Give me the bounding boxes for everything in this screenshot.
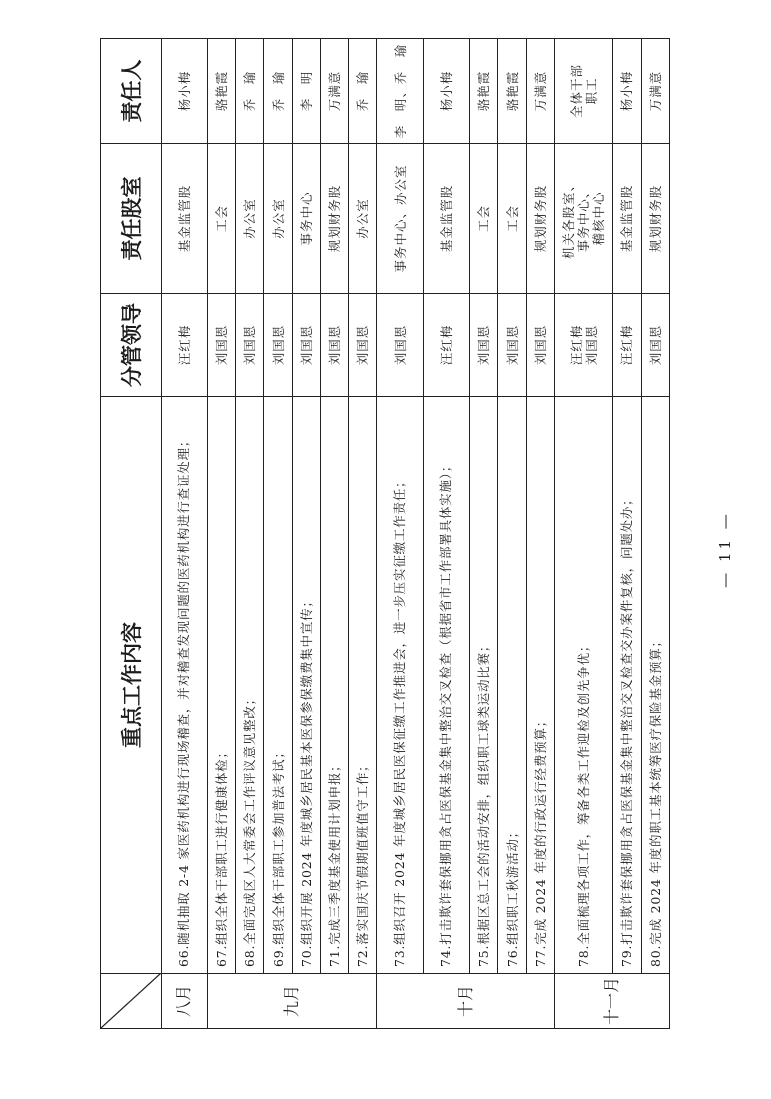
task-74: 74.打击欺诈套保挪用贪占医保基金集中整治交叉检查（根据省市工作部署具体实施）； [423,397,469,974]
person-80: 万满意 [641,39,669,144]
leader-78: 汪红梅 刘国恩 [554,294,613,397]
page-number: — 11 — [716,511,734,588]
leader-74: 汪红梅 [423,294,469,397]
leader-75: 刘国恩 [470,294,498,397]
leader-66: 汪红梅 [161,294,207,397]
month-november: 十一月 [554,974,669,1029]
table-row [554,39,613,1029]
task-70: 70.组织开展 2024 年度城乡居民基本医保参保缴费集中宣传； [292,397,320,974]
table-row [423,39,469,1029]
task-66: 66.随机抽取 2-4 家医药机构进行现场稽查，并对稽查发现问题的医药机构进行查证处理； [161,397,207,974]
diagonal-line [101,973,161,1028]
table-row [470,39,498,1029]
table-row [641,39,669,1029]
dept-70: 事务中心 [292,144,320,294]
leader-76: 刘国恩 [498,294,526,397]
dept-71: 规划财务股 [320,144,348,294]
person-66: 杨小梅 [161,39,207,144]
person-78: 全体干部 职工 [554,39,613,144]
table-row [613,39,641,1029]
diagonal-corner-cell [101,974,162,1029]
header-row [101,39,162,1029]
task-80: 80.完成 2024 年度的职工基本统筹医疗保险基金预算； [641,397,669,974]
task-72: 72.落实国庆节假期值班值守工作； [349,397,377,974]
leader-77: 刘国恩 [526,294,554,397]
leader-69: 刘国恩 [264,294,292,397]
person-74: 杨小梅 [423,39,469,144]
header-department: 责任股室 [101,144,162,294]
task-78: 78.全面梳理各项工作，筹备各类工作迎检及创先争优； [554,397,613,974]
leader-71: 刘国恩 [320,294,348,397]
leader-70: 刘国恩 [292,294,320,397]
work-plan-table [100,38,670,1029]
leader-68: 刘国恩 [236,294,264,397]
person-71: 万满意 [320,39,348,144]
dept-74: 基金监管股 [423,144,469,294]
person-75: 骆艳霞 [470,39,498,144]
table-row [264,39,292,1029]
header-leader: 分管领导 [101,294,162,397]
person-79: 杨小梅 [613,39,641,144]
month-october: 十月 [377,974,555,1029]
person-67: 骆艳霞 [207,39,235,144]
table-row [207,39,235,1029]
table-row [526,39,554,1029]
person-68: 乔 瑜 [236,39,264,144]
dept-69: 办公室 [264,144,292,294]
task-73: 73.组织召开 2024 年度城乡居民医保征缴工作推进会，进一步压实征缴工作责任； [377,397,423,974]
task-71: 71.完成三季度基金使用计划申报； [320,397,348,974]
task-76: 76.组织职工秋游活动； [498,397,526,974]
dept-77: 规划财务股 [526,144,554,294]
table-row [349,39,377,1029]
leader-79: 汪红梅 [613,294,641,397]
table-row [377,39,423,1029]
table-row [292,39,320,1029]
person-69: 乔 瑜 [264,39,292,144]
month-august: 八月 [161,974,207,1029]
leader-73: 刘国恩 [377,294,423,397]
header-content: 重点工作内容 [101,397,162,974]
month-september: 九月 [207,974,376,1029]
person-77: 万满意 [526,39,554,144]
person-76: 骆艳霞 [498,39,526,144]
task-75: 75.根据区总工会的活动安排，组织职工球类运动比赛； [470,397,498,974]
leader-67: 刘国恩 [207,294,235,397]
leader-80: 刘国恩 [641,294,669,397]
header-person: 责任人 [101,39,162,144]
dept-79: 基金监管股 [613,144,641,294]
person-72: 乔 瑜 [349,39,377,144]
person-73: 李 明、乔 瑜 [377,39,423,144]
dept-78: 机关各股室、 事务中心、 稽核中心 [554,144,613,294]
leader-72: 刘国恩 [349,294,377,397]
dept-80: 规划财务股 [641,144,669,294]
dept-66: 基金监管股 [161,144,207,294]
task-67: 67.组织全体干部职工进行健康体检； [207,397,235,974]
table-row [236,39,264,1029]
dept-72: 办公室 [349,144,377,294]
task-79: 79.打击欺诈套保挪用贪占医保基金集中整治交叉检查交办案件复核，问题处办； [613,397,641,974]
task-69: 69.组织全体干部职工参加普法考试； [264,397,292,974]
dept-68: 办公室 [236,144,264,294]
person-70: 李 明 [292,39,320,144]
dept-76: 工会 [498,144,526,294]
dept-75: 工会 [470,144,498,294]
dept-73: 事务中心、办公室 [377,144,423,294]
table-row [320,39,348,1029]
dept-67: 工会 [207,144,235,294]
task-77: 77.完成 2024 年度的行政运行经费预算； [526,397,554,974]
table-row [498,39,526,1029]
task-68: 68.全面完成区人大常委会工作评议意见整改； [236,397,264,974]
table-row [161,39,207,1029]
